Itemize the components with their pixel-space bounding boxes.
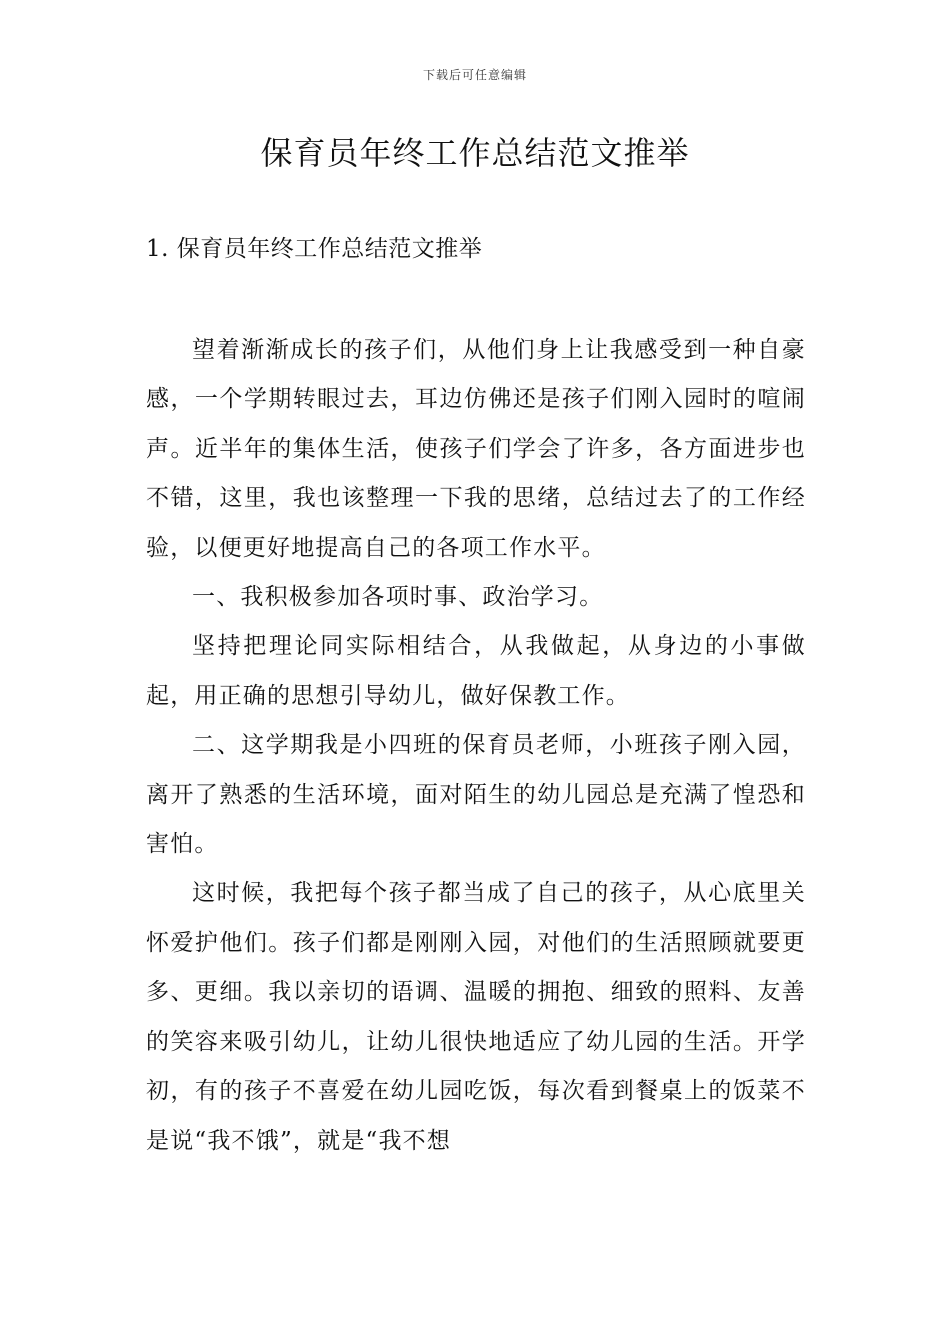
- paragraph: 一、我积极参加各项时事、政治学习。: [192, 584, 604, 611]
- paragraph: 望着渐渐成长的孩子们，从他们身上让我感受到一种自豪感，一个学期转眼过去，耳边仿佛还是孩子们刚入园时的喧闹声。近半年的集体生活，使孩子们学会了许多，各方面进步也不错，这里，我也该整理一下我的思绪，总结过去了的工作经验，以便更好地提高自己的各项工作水平。: [146, 337, 806, 561]
- body-text: [146, 326, 806, 1166]
- document-title: 保育员年终工作总结范文推举: [260, 134, 690, 172]
- paragraph: 这时候，我把每个孩子都当成了自己的孩子，从心底里关怀爱护他们。孩子们都是刚刚入园，对他们的生活照顾就要更多、更细。我以亲切的语调、温暖的拥抱、细致的照料、友善的笑容来吸引幼儿，让幼儿很快地适应了幼儿园的生活。开学初，有的孩子不喜爱在幼儿园吃饭，每次看到餐桌上的饭菜不是说“我不饿”，就是“我不想: [146, 880, 806, 1154]
- paragraph: 二、这学期我是小四班的保育员老师，小班孩子刚入园，离开了熟悉的生活环境，面对陌生的幼儿园总是充满了惶恐和害怕。: [146, 732, 806, 858]
- section-heading: 1. 保育员年终工作总结范文推举: [146, 236, 483, 262]
- paragraph: 坚持把理论同实际相结合，从我做起，从身边的小事做起，用正确的思想引导幼儿，做好保教工作。: [146, 633, 806, 709]
- header-note: 下载后可任意编辑: [422, 68, 527, 82]
